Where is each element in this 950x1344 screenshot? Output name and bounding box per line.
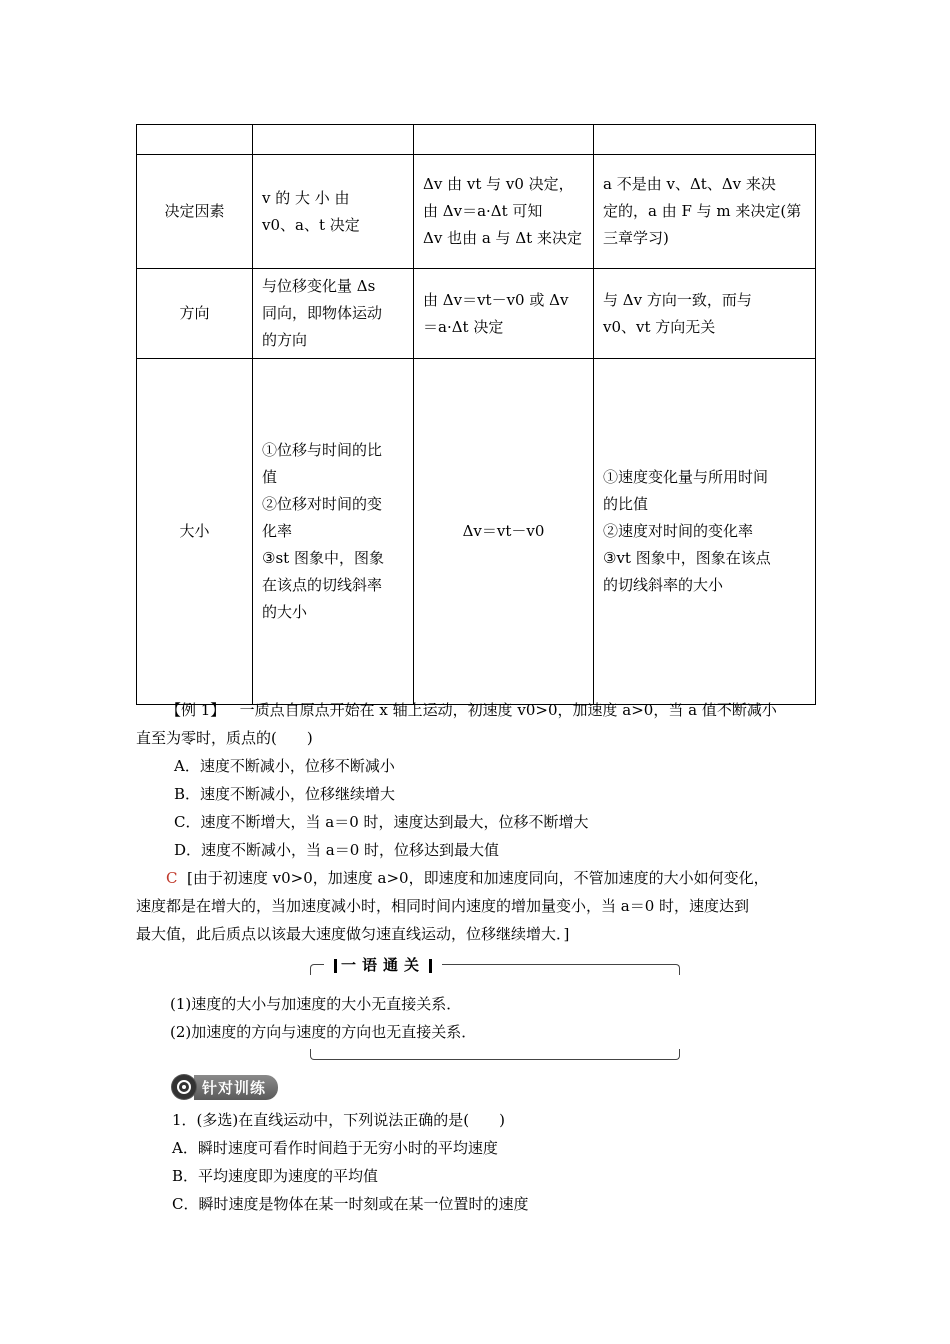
table-cell <box>137 269 253 359</box>
summary-line: (1)速度的大小与加速度的大小无直接关系． <box>170 995 462 1013</box>
option-c: C．速度不断增大，当 a＝0 时，速度达到最大，位移不断增大 <box>174 813 589 831</box>
training-question: 1．(多选)在直线运动中，下列说法正确的是( ) <box>172 1111 505 1129</box>
table-cell <box>594 125 816 155</box>
table-cell <box>414 125 594 155</box>
bar-icon <box>334 959 337 973</box>
table-cell: 与位移变化量 Δs 同向，即物体运动 的方向 <box>253 269 414 359</box>
table-cell <box>253 125 414 155</box>
bar-icon <box>429 959 432 973</box>
table-cell <box>137 359 253 705</box>
summary-frame-bottom <box>310 1049 680 1060</box>
option-a: A．瞬时速度可看作时间趋于无穷小时的平均速度 <box>172 1139 498 1157</box>
summary-content <box>170 990 690 1046</box>
table-cell: ①位移与时间的比 值 ②位移对时间的变 化率 ③st 图象中，图象 在该点的切线斜率 的大小 <box>253 359 414 705</box>
table-cell: v 的 大 小 由 v0、a、t 决定 <box>253 155 414 269</box>
row-header: 决定因素 <box>164 202 225 220</box>
training-label: 针对训练 <box>194 1075 278 1100</box>
table-cell: Δv 由 vt 与 v0 决定， 由 Δv＝a·Δt 可知 Δv 也由 a 与 Δt 来决定 <box>414 155 594 269</box>
table-cell: 与 Δv 方向一致，而与 v0、vt 方向无关 <box>594 269 816 359</box>
option-d: D．速度不断减小，当 a＝0 时，位移达到最大值 <box>174 841 500 859</box>
option-b: B．平均速度即为速度的平均值 <box>172 1167 379 1185</box>
table-cell <box>137 125 253 155</box>
target-icon <box>172 1075 196 1099</box>
table-row <box>137 155 816 269</box>
option-b: B．速度不断减小，位移继续增大 <box>174 785 396 803</box>
table-row <box>137 359 816 705</box>
table-row <box>137 269 816 359</box>
option-c: C．瞬时速度是物体在某一时刻或在某一位置时的速度 <box>172 1195 529 1213</box>
comparison-table <box>136 124 816 705</box>
answer-letter: C <box>166 869 178 887</box>
row-header: 大小 <box>179 522 210 540</box>
summary-line: (2)加速度的方向与速度的方向也无直接关系． <box>170 1023 477 1041</box>
table-cell: ①速度变化量与所用时间 的比值 ②速度对时间的变化率 ③vt 图象中，图象在该点 的切线斜率的大小 <box>594 359 816 705</box>
table-row <box>137 125 816 155</box>
table-cell: 由 Δv＝vt－v0 或 Δv ＝a·Δt 决定 <box>414 269 594 359</box>
summary-title: 一语通关 <box>324 954 442 975</box>
example-label: 【例 1】 <box>166 701 226 719</box>
row-header: 方向 <box>179 304 210 322</box>
example-question: 【例 1】 一质点自原点开始在 x 轴上运动，初速度 v0>0，加速度 a>0，当 a 值不断减小 <box>166 701 777 719</box>
example-section: 【例 1】 一质点自原点开始在 x 轴上运动，初速度 v0>0，加速度 a>0，当 a 值不断减小 直至为零时，质点的( ) A．速度不断减小，位移不断减小 B．速度不断减小，位移继续增大 C．速度不断增大，当 a＝0 时，速度达到最大，位移不断增大 D．速度不断减小，当 a＝0 时，位移达到最大值 C [由于初速度 v0>0，加速度 a>0，即速度和加速度同向，不管加速度的大小如何变化， 速度都是在增大的，当加速度减小时，相同时间内速度的增加量变小，当 a＝0 时，速度达到 最大值，此后质点以该最大速度做匀速直线运动，位移继续增大．] <box>136 696 826 948</box>
training-section <box>172 1106 812 1218</box>
training-header <box>172 1072 278 1102</box>
table-cell: a 不是由 v、Δt、Δv 来决 定的，a 由 F 与 m 来决定(第 三章学习) <box>594 155 816 269</box>
answer-explanation: C [由于初速度 v0>0，加速度 a>0，即速度和加速度同向，不管加速度的大小如何变化， <box>166 869 769 887</box>
option-a: A．速度不断减小，位移不断减小 <box>174 757 395 775</box>
table-cell: Δv＝vt－v0 <box>414 359 594 705</box>
table-cell <box>137 155 253 269</box>
